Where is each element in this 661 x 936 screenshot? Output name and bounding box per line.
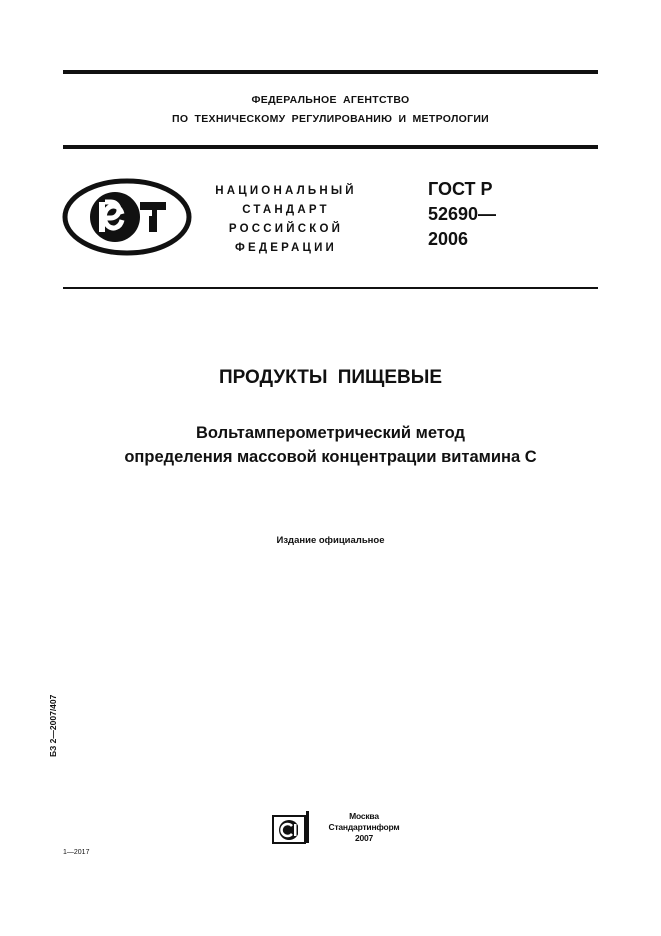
designation-line-2: 52690—: [428, 204, 497, 224]
standard-label-line-3: РОССИЙСКОЙ: [228, 223, 344, 235]
standard-label-line-2: СТАНДАРТ: [242, 204, 330, 216]
block-rule: [63, 287, 598, 289]
subtitle-line-2: определения массовой концентрации витамина С: [124, 448, 537, 466]
standard-label: [196, 182, 376, 258]
agency-line-1: ФЕДЕРАЛЬНОЕ АГЕНТСТВО: [251, 94, 410, 106]
standartinform-logo-icon: [272, 810, 310, 844]
publisher-name: Стандартинформ: [328, 822, 400, 832]
side-code: БЗ 2—2007/407: [48, 694, 58, 757]
document-subtitle: [0, 421, 661, 469]
footer-mark: 1—2017: [63, 849, 90, 856]
publisher-info: [314, 811, 414, 844]
standard-label-line-1: НАЦИОНАЛЬНЫЙ: [215, 185, 357, 197]
standard-label-line-4: ФЕДЕРАЦИИ: [234, 242, 338, 254]
top-rule: [63, 70, 598, 74]
header-rule: [63, 145, 598, 149]
publisher-city: Москва: [349, 811, 379, 821]
document-title: ПРОДУКТЫ ПИЩЕВЫЕ: [218, 367, 443, 388]
designation-line-1: ГОСТ Р: [428, 179, 493, 199]
subtitle-line-1: Вольтамперометрический метод: [196, 424, 465, 442]
edition-label: Издание официальное: [276, 535, 385, 546]
publisher-year: 2007: [354, 833, 374, 843]
rst-certification-logo-icon: [62, 178, 192, 256]
standard-designation: [428, 177, 496, 252]
agency-line-2: ПО ТЕХНИЧЕСКОМУ РЕГУЛИРОВАНИЮ И МЕТРОЛОГИИ: [171, 113, 490, 125]
designation-line-3: 2006: [428, 229, 469, 249]
